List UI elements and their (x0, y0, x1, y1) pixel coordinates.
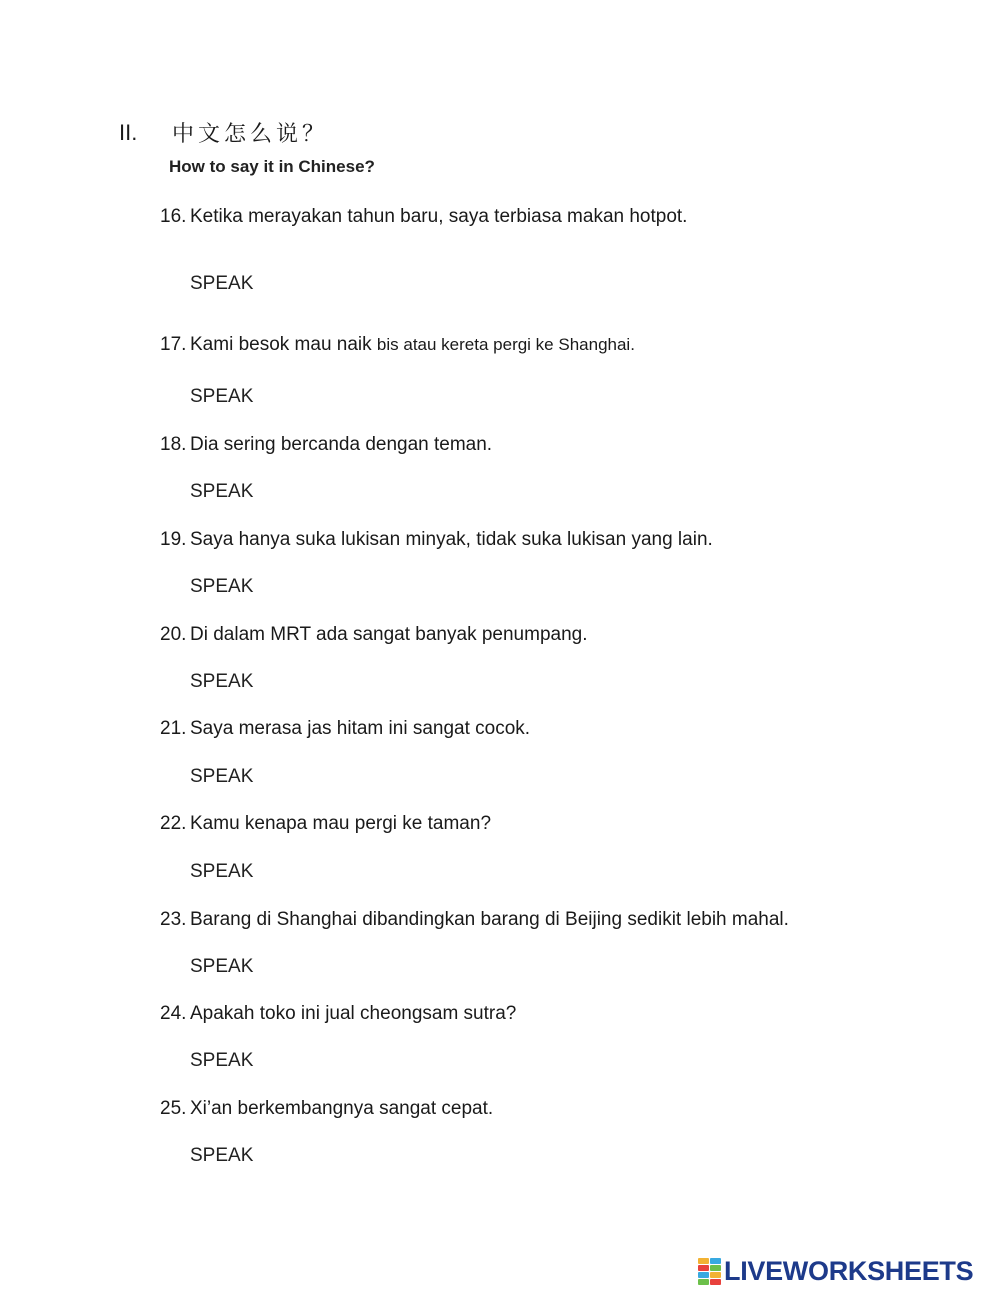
question-text: Kamu kenapa mau pergi ke taman? (190, 813, 492, 834)
question-number: 23. (160, 909, 187, 930)
question-text: Xi’an berkembangnya sangat cepat. (190, 1098, 494, 1119)
section-title: 中文怎么说？ (172, 122, 329, 147)
question-text-part: bis atau kereta pergi ke Shanghai. (376, 335, 635, 354)
speak-button[interactable]: SPEAK (190, 273, 254, 294)
speak-button[interactable]: SPEAK (190, 861, 254, 882)
question-text: Di dalam MRT ada sangat banyak penumpang. (190, 624, 588, 645)
question-number: 19. (160, 529, 187, 550)
liveworksheets-logo (698, 1256, 973, 1287)
speak-button[interactable]: SPEAK (190, 1145, 254, 1166)
question-number: 21. (160, 718, 187, 739)
speak-button[interactable]: SPEAK (190, 766, 254, 787)
question-number: 20. (160, 624, 187, 645)
speak-button[interactable]: SPEAK (190, 1050, 254, 1071)
question-number: 22. (160, 813, 187, 834)
section-number: II. (119, 120, 138, 145)
logo-text: LIVEWORKSHEETS (724, 1256, 974, 1286)
question-number: 17. (160, 334, 187, 355)
speak-button[interactable]: SPEAK (190, 956, 254, 977)
question-text: Ketika merayakan tahun baru, saya terbiasa makan hotpot. (190, 206, 688, 227)
question-text: Saya merasa jas hitam ini sangat cocok. (190, 718, 531, 739)
speak-button[interactable]: SPEAK (190, 671, 254, 692)
question-number: 25. (160, 1098, 187, 1119)
speak-button[interactable]: SPEAK (190, 576, 254, 597)
question-text: Saya hanya suka lukisan minyak, tidak suka lukisan yang lain. (190, 529, 713, 550)
liveworksheets-logo-icon (698, 1258, 722, 1285)
question-text: Dia sering bercanda dengan teman. (190, 434, 493, 455)
question-number: 16. (160, 206, 187, 227)
question-text (190, 334, 635, 356)
speak-button[interactable]: SPEAK (190, 386, 254, 407)
speak-button[interactable]: SPEAK (190, 481, 254, 502)
question-number: 24. (160, 1003, 187, 1024)
question-text: Apakah toko ini jual cheongsam sutra? (190, 1003, 517, 1024)
question-text-part: Kami besok mau naik (190, 334, 377, 355)
question-text: Barang di Shanghai dibandingkan barang di Beijing sedikit lebih mahal. (190, 909, 789, 930)
section-subtitle: How to say it in Chinese? (169, 157, 375, 176)
question-number: 18. (160, 434, 187, 455)
